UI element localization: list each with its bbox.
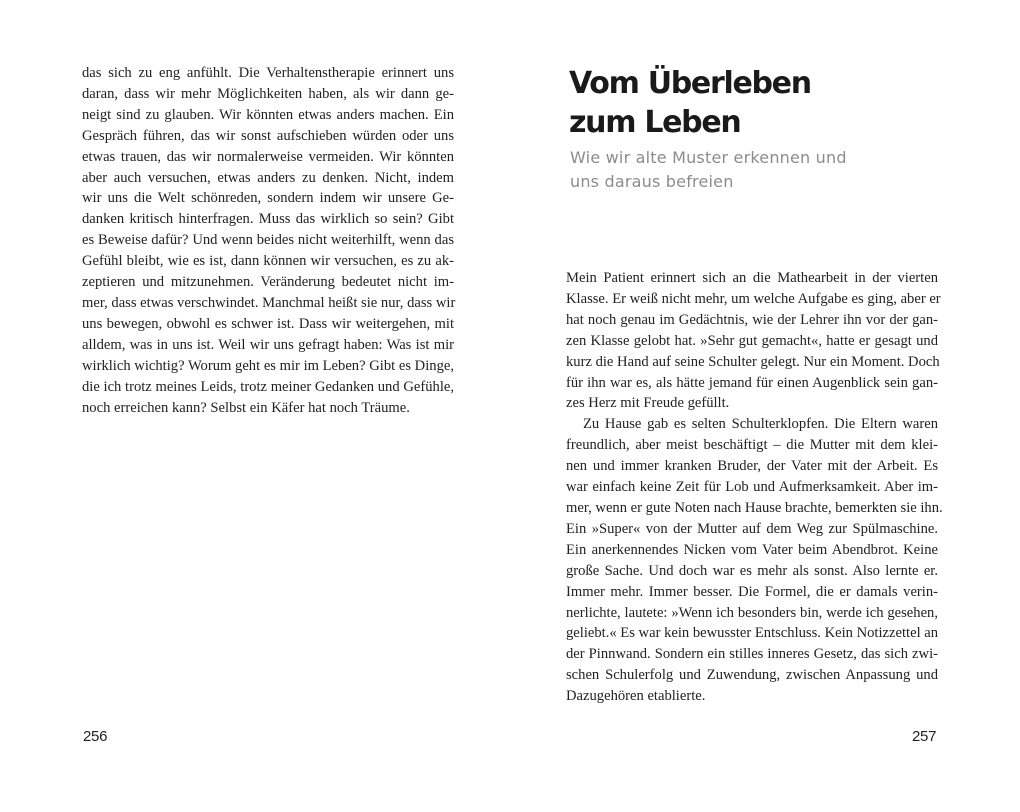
text-line: wir uns die Welt schönreden, sondern indem wir unsere Ge- — [82, 190, 454, 207]
page-number: 256 — [83, 728, 108, 745]
text-line: Zu Hause gab es selten Schulterklopfen. Die Eltern waren — [583, 416, 938, 433]
text-line: mer, wenn er gute Noten nach Hause brachte, bemerkten sie ihn. — [566, 499, 943, 516]
text-line: Ein »Super« von der Mutter auf dem Weg zur Spülmaschine. — [566, 520, 938, 537]
paragraph — [566, 414, 943, 707]
text-line: schen Schulerfolg und Zuwendung, zwischen Anpassung und — [566, 667, 938, 684]
right-page-body-text — [566, 268, 943, 707]
text-line: es Beweise dafür? Und wenn beides nicht weiterhilft, wenn das — [82, 232, 454, 249]
text-line: Immer mehr. Immer besser. Die Formel, die er damals verin- — [566, 583, 938, 600]
text-line: Gefühl bleibt, wie es ist, dann können wir versuchen, es zu ak- — [82, 253, 454, 270]
text-line: aber auch versuchen, etwas anders zu denken. Nicht, indem — [82, 169, 454, 186]
text-line: große Sache. Und doch war es mehr als sonst. Also lernte er. — [566, 562, 938, 579]
text-line: Gespräch führen, das wir sonst aufschieben würden oder uns — [82, 127, 454, 144]
text-line: hat noch genau im Gedächtnis, wie der Lehrer ihn vor der gan- — [566, 311, 938, 328]
text-line: Ein anerkennendes Nicken vom Vater beim Abendbrot. Keine — [566, 541, 938, 558]
chapter-subtitle-line: Wie wir alte Muster erkennen und — [570, 148, 847, 167]
text-line: noch erreichen kann? Selbst ein Käfer hat noch Träume. — [82, 399, 410, 416]
chapter-title-line: zum Leben — [569, 105, 741, 140]
text-line: für ihn war es, als hätte jemand für einen Augenblick sein gan- — [566, 374, 938, 391]
text-line: Mein Patient erinnert sich an die Mathearbeit in der vierten — [566, 270, 938, 286]
text-line: daran, dass wir mehr Möglichkeiten haben, als wir dann ge- — [82, 85, 454, 102]
text-line: Klasse. Er weiß nicht mehr, um welche Aufgabe es ging, aber er — [566, 290, 941, 307]
text-line: zeptieren und mitzunehmen. Veränderung bedeutet nicht im- — [82, 274, 454, 291]
chapter-title — [569, 64, 811, 142]
chapter-subtitle-line: uns daraus befreien — [570, 172, 734, 191]
text-line: der Pinnwand. Sondern ein stilles inneres Gesetz, das sich zwi- — [566, 646, 938, 663]
chapter-title-line: Vom Überleben — [569, 66, 811, 101]
text-line: nen und immer kranken Bruder, der Vater mit der Arbeit. Es — [566, 458, 938, 475]
text-line: war einfach keine Zeit für Lob und Aufmerksamkeit. Aber im- — [566, 479, 938, 496]
text-line: zen Klasse gelobt hat. »Sehr gut gemacht«, hatte er gesagt und — [566, 332, 938, 349]
left-page-body-text — [82, 63, 454, 418]
paragraph — [566, 268, 941, 414]
right-page — [510, 0, 1020, 812]
text-line: alldem, was in uns ist. Weil wir uns gefragt haben: Was ist mir — [82, 336, 454, 353]
text-line: mer, dass etwas verschwindet. Manchmal heißt sie nur, dass wir — [82, 294, 456, 311]
text-line: nerlichte, lautete: »Wenn ich besonders bin, werde ich gesehen, — [566, 604, 938, 621]
text-line: Dazugehören etablierte. — [566, 688, 706, 705]
text-line: kurz die Hand auf seine Schulter gelegt. Nur ein Moment. Doch — [566, 353, 940, 370]
text-line: das sich zu eng anfühlt. Die Verhaltenstherapie erinnert uns — [82, 65, 454, 81]
text-line: uns bewegen, obwohl es schwer ist. Dass wir weitergehen, mit — [82, 315, 454, 332]
text-line: wirklich wichtig? Worum geht es mir im Leben? Gibt es Dinge, — [82, 357, 454, 374]
text-line: zes Herz mit Freude gefüllt. — [566, 395, 730, 412]
text-line: neigt sind zu glauben. Wir könnten etwas anders machen. Ein — [82, 106, 454, 123]
text-line: etwas trauen, das wir normalerweise vermeiden. Wir könnten — [82, 148, 454, 165]
chapter-subtitle — [570, 146, 847, 194]
text-line: die ich trotz meines Leids, trotz meiner Gedanken und Gefühle, — [82, 378, 454, 395]
text-line: freundlich, aber meist beschäftigt – die Mutter mit dem klei- — [566, 437, 938, 454]
text-line: geliebt.« Es war kein bewusster Entschluss. Kein Notizzettel an — [566, 625, 939, 642]
text-line: danken kritisch hinterfragen. Muss das wirklich so sein? Gibt — [82, 211, 454, 228]
page-number: 257 — [912, 728, 937, 745]
